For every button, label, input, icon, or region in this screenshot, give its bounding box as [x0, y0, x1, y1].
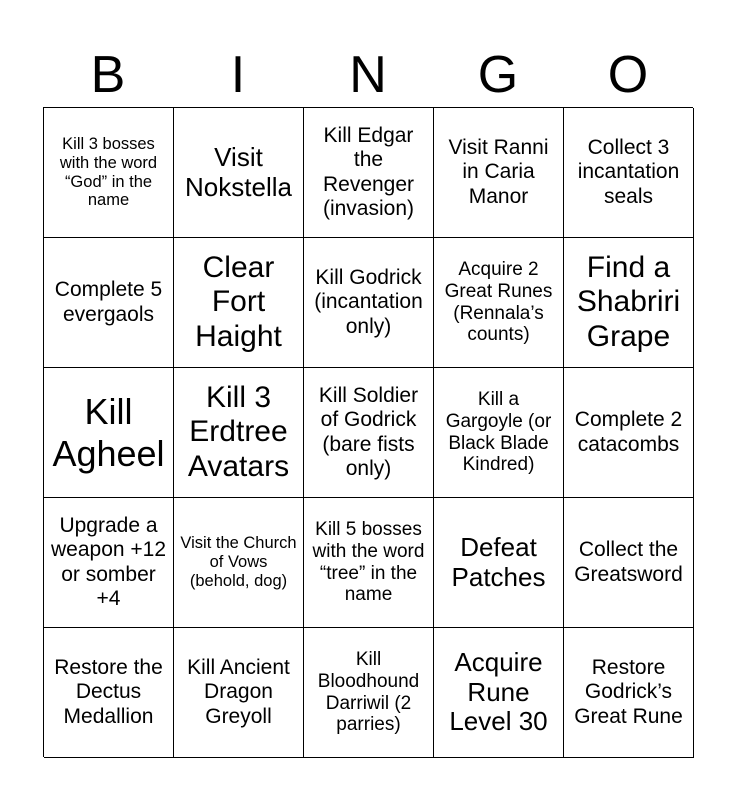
cell-text: Kill Soldier of Godrick (bare fists only) — [318, 384, 419, 480]
cell-text: Kill 3 Erdtree Avatars — [187, 380, 290, 483]
cell-text: Kill Ancient Dragon Greyoll — [187, 656, 290, 728]
bingo-cell[interactable] — [304, 368, 434, 498]
header-letter-b: B — [90, 46, 126, 104]
cell-text: Kill 3 bosses with the word “God” in the name — [59, 134, 158, 210]
bingo-cell[interactable] — [304, 238, 434, 368]
bingo-grid — [43, 107, 693, 757]
header-letter-g: G — [477, 46, 519, 104]
bingo-cell[interactable] — [174, 498, 304, 628]
cell-text: Complete 5 evergaols — [54, 278, 163, 326]
cell-text: Restore Godrick’s Great Rune — [574, 656, 683, 728]
bingo-cell[interactable] — [44, 368, 174, 498]
cell-text: Visit Nokstella — [185, 141, 292, 202]
bingo-cell[interactable] — [434, 368, 564, 498]
bingo-cell[interactable] — [44, 108, 174, 238]
cell-text: Clear Fort Haight — [195, 250, 282, 353]
bingo-cell[interactable] — [564, 498, 694, 628]
cell-text: Complete 2 catacombs — [574, 408, 683, 456]
bingo-cell[interactable] — [434, 108, 564, 238]
bingo-cell[interactable] — [44, 498, 174, 628]
bingo-cell[interactable] — [44, 628, 174, 758]
cell-text: Collect 3 incantation seals — [577, 136, 680, 208]
cell-text: Collect the Greatsword — [574, 538, 683, 586]
cell-text: Restore the Dectus Medallion — [54, 656, 163, 728]
bingo-cell[interactable] — [564, 368, 694, 498]
bingo-cell[interactable] — [434, 238, 564, 368]
bingo-cell[interactable] — [434, 498, 564, 628]
cell-text: Visit the Church of Vows (behold, dog) — [180, 534, 297, 590]
bingo-cell[interactable] — [304, 108, 434, 238]
bingo-header — [43, 42, 693, 108]
bingo-cell[interactable] — [564, 108, 694, 238]
bingo-cell[interactable] — [174, 108, 304, 238]
header-letter-o: O — [607, 46, 649, 104]
bingo-cell[interactable] — [174, 238, 304, 368]
bingo-cell[interactable] — [174, 628, 304, 758]
cell-text: Acquire Rune Level 30 — [449, 646, 548, 737]
cell-text: Kill Edgar the Revenger (invasion) — [322, 124, 415, 220]
cell-text: Kill Godrick (incantation only) — [314, 266, 423, 338]
cell-text: Kill Bloodhound Darriwil (2 parries) — [317, 648, 420, 736]
cell-text: Kill Agheel — [52, 391, 165, 474]
bingo-cell[interactable] — [304, 628, 434, 758]
bingo-cell[interactable] — [174, 368, 304, 498]
cell-text: Kill 5 bosses with the word “tree” in the name — [312, 518, 425, 606]
cell-text: Upgrade a weapon +12 or somber +4 — [50, 514, 167, 610]
bingo-cell[interactable] — [304, 498, 434, 628]
cell-text: Acquire 2 Great Runes (Rennala’s counts) — [444, 258, 553, 346]
cell-text: Find a Shabriri Grape — [576, 250, 681, 353]
cell-text: Kill a Gargoyle (or Black Blade Kindred) — [445, 388, 552, 476]
bingo-cell[interactable] — [434, 628, 564, 758]
header-letter-n: N — [349, 46, 387, 104]
bingo-cell[interactable] — [44, 238, 174, 368]
bingo-cell[interactable] — [564, 628, 694, 758]
cell-text: Defeat Patches — [451, 531, 546, 592]
bingo-cell[interactable] — [564, 238, 694, 368]
header-letter-i: I — [230, 46, 246, 104]
cell-text: Visit Ranni in Caria Manor — [448, 136, 549, 208]
